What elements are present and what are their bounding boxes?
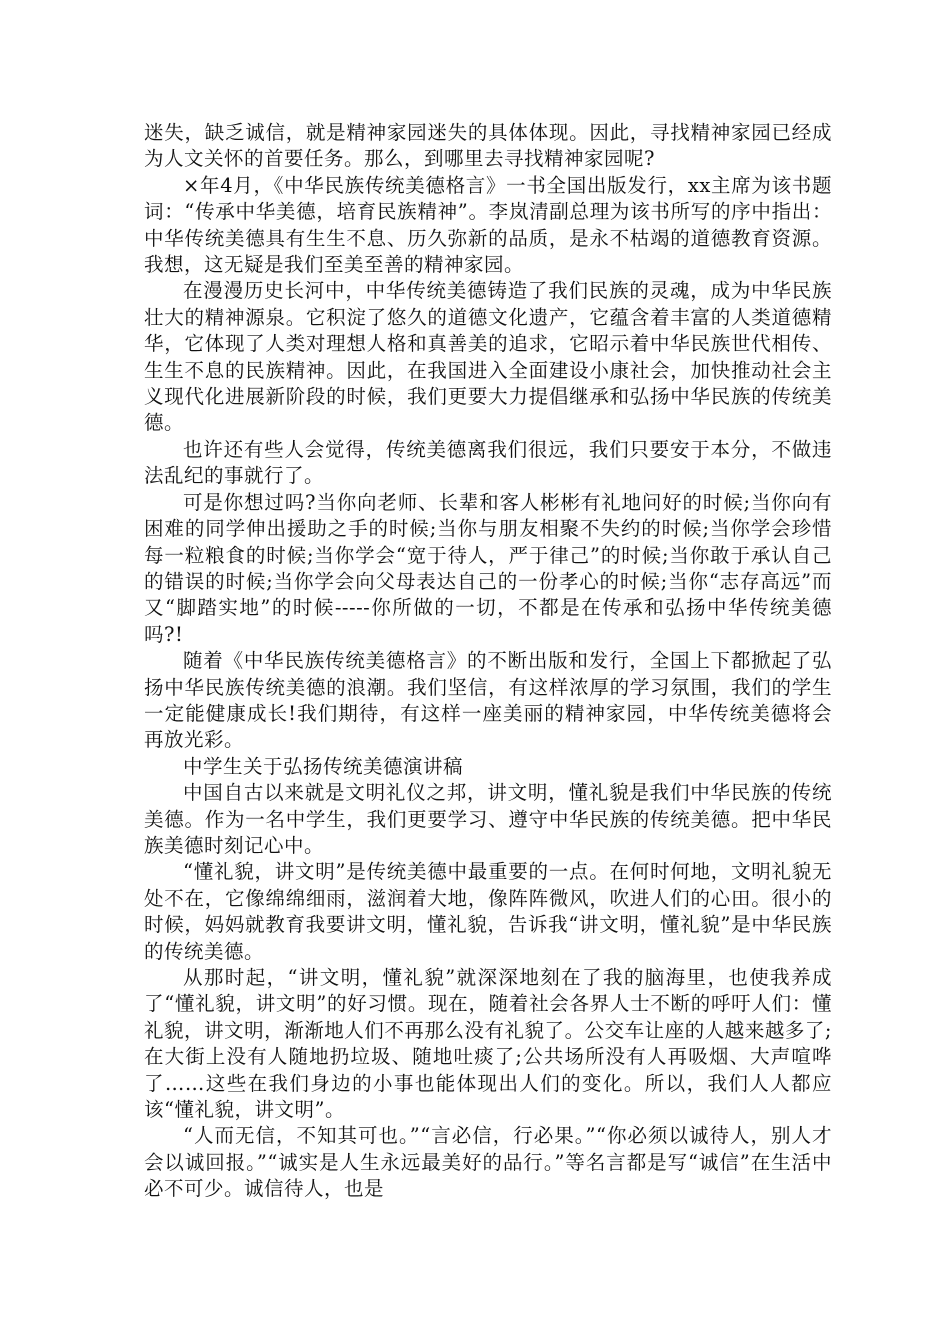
paragraph: 可是你想过吗?当你向老师、长辈和客人彬彬有礼地问好的时候;当你向有困难的同学伸出援助之手的时候;当你与朋友相聚不失约的时候;当你学会珍惜每一粒粮食的时候;当你学会“宽于待人，严于律己”的时候;当你敢于承认自己的错误的时候;当你学会向父母表达自己的一份孝心的时候;当你“志存高远”而又“脚踏实地”的时候-----你所做的一切，不都是在传承和弘扬中华传统美德吗?! xyxy=(144,490,833,646)
paragraph: “懂礼貌，讲文明”是传统美德中最重要的一点。在何时何地，文明礼貌无处不在，它像绵绵细雨，滋润着大地，像阵阵微风，吹进人们的心田。很小的时候，妈妈就教育我要讲文明，懂礼貌，告诉我“讲文明，懂礼貌”是中华民族的传统美德。 xyxy=(144,860,832,963)
paragraph: 随着《中华民族传统美德格言》的不断出版和发行，全国上下都掀起了弘扬中华民族传统美德的浪潮。我们坚信，有这样浓厚的学习氛围，我们的学生一定能健康成长!我们期待，有这样一座美丽的精神家园，中华传统美德将会再放光彩。 xyxy=(144,649,832,752)
paragraph: “人而无信，不知其可也。”“言必信，行必果。”“你必须以诚待人，别人才会以诚回报。”“诚实是人生永远最美好的品行。”等名言都是写“诚信”在生活中必不可少。诚信待人，也是 xyxy=(144,1124,832,1201)
document-body xyxy=(144,120,832,1203)
paragraph: 在漫漫历史长河中，中华传统美德铸造了我们民族的灵魂，成为中华民族壮大的精神源泉。它积淀了悠久的道德文化遗产，它蕴含着丰富的人类道德精华，它体现了人类对理想人格和真善美的追求，它昭示着中华民族世代相传、生生不息的民族精神。因此，在我国进入全面建设小康社会，加快推动社会主义现代化进展新阶段的时候，我们更要大力提倡继承和弘扬中华民族的传统美德。 xyxy=(144,279,832,435)
paragraph: 中国自古以来就是文明礼仪之邦，讲文明，懂礼貌是我们中华民族的传统美德。作为一名中学生，我们更要学习、遵守中华民族的传统美德。把中华民族美德时刻记心中。 xyxy=(144,781,832,857)
section-heading: 中学生关于弘扬传统美德演讲稿 xyxy=(183,754,464,778)
paragraph: 从那时起，“讲文明，懂礼貌”就深深地刻在了我的脑海里，也使我养成了“懂礼貌，讲文明”的好习惯。现在，随着社会各界人士不断的呼吁人们：懂礼貌，讲文明，渐渐地人们不再那么没有礼貌了。公交车让座的人越来越多了;在大街上没有人随地扔垃圾、随地吐痰了;公共场所没有人再吸烟、大声喧哗了……这些在我们身边的小事也能体现出人们的变化。所以，我们人人都应该“懂礼貌，讲文明”。 xyxy=(144,966,832,1122)
paragraph: 也许还有些人会觉得，传统美德离我们很远，我们只要安于本分，不做违法乱纪的事就行了。 xyxy=(144,437,832,488)
paragraph: ×年4月，《中华民族传统美德格言》一书全国出版发行，xx主席为该书题词：“传承中华美德，培育民族精神”。李岚清副总理为该书所写的序中指出：中华传统美德具有生生不息、历久弥新的品质，是永不枯竭的道德教育资源。我想，这无疑是我们至美至善的精神家园。 xyxy=(144,173,832,277)
paragraph: 迷失，缺乏诚信，就是精神家园迷失的具体体现。因此，寻找精神家园已经成为人文关怀的首要任务。那么，到哪里去寻找精神家园呢? xyxy=(144,121,832,171)
